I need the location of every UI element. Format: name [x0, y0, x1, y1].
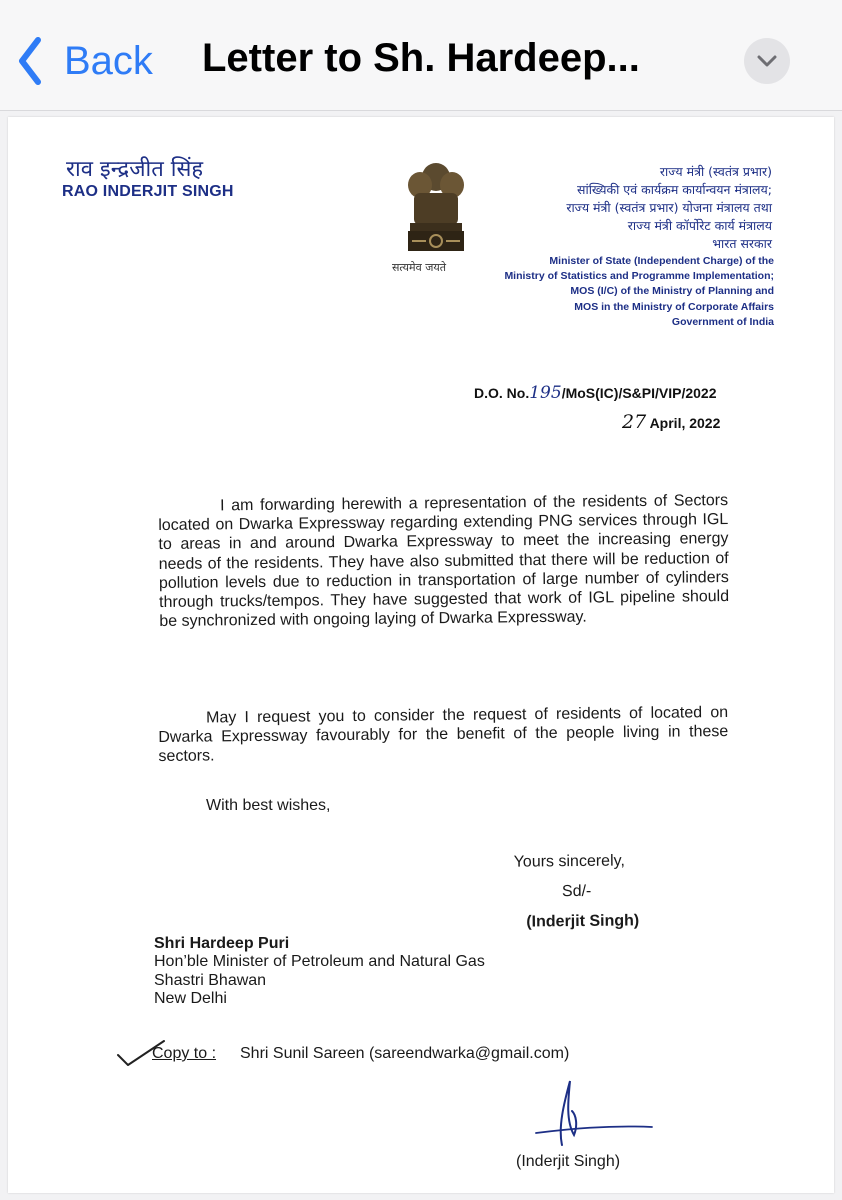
- copy-to-recipient: Shri Sunil Sareen (sareendwarka@gmail.com): [240, 1045, 570, 1062]
- paragraph-1-text: I am forwarding herewith a representation of the residents of Sectors located on Dwarka Expressway regarding extending PNG services through IGL to areas in and around Dwarka Expressway to meet the increasing energy needs of the residents. They have also submitted that there will be reduction of pollution levels due to reduction in transportation of large number of cylinders through trucks/tempos. They have suggested that work of IGL pipeline should be synchronized with ongoing laying of Dwarka Expressway.: [158, 492, 730, 631]
- office-hindi-line: सांख्यिकी एवं कार्यक्रम कार्यान्वयन मंत्रालय;: [577, 182, 772, 197]
- office-designation-hindi: [442, 163, 772, 253]
- navigation-bar: [0, 0, 842, 111]
- addressee-line: New Delhi: [154, 990, 227, 1008]
- back-label: Back: [64, 38, 153, 83]
- sender-name-hindi: राव इन्द्रजीत सिंह: [66, 157, 204, 182]
- office-english-line: MOS in the Ministry of Corporate Affairs: [574, 300, 774, 313]
- chevron-left-icon: [18, 37, 42, 85]
- paragraph-2-text: May I request you to consider the request of residents of located on Dwarka Expressway favourably for the benefit of the people living in these sectors.: [158, 704, 729, 766]
- handwritten-signature: [528, 1075, 658, 1151]
- back-button[interactable]: [18, 34, 153, 88]
- closing-text: Yours sincerely,: [513, 852, 625, 871]
- body-paragraph-1: [158, 491, 729, 631]
- office-english-line: Government of India: [671, 315, 774, 328]
- letter-date: [622, 411, 720, 433]
- options-button[interactable]: [744, 38, 790, 84]
- addressee-name: Shri Hardeep Puri: [154, 935, 290, 952]
- page-title: Letter to Sh. Hardeep...: [202, 36, 640, 80]
- signature-name: (Inderjit Singh): [516, 1153, 621, 1170]
- best-wishes: With best wishes,: [206, 797, 331, 814]
- office-hindi-line: भारत सरकार: [712, 236, 772, 251]
- office-designation-english: [444, 254, 774, 330]
- reference-number: [474, 383, 717, 403]
- office-english-line: MOS (I/C) of the Ministry of Planning and: [570, 285, 774, 298]
- addressee-line: Shastri Bhawan: [154, 971, 267, 989]
- body-paragraph-2: [158, 703, 729, 767]
- date-day-handwritten: 27: [622, 411, 647, 433]
- office-hindi-line: राज्य मंत्री (स्वतंत्र प्रभार): [659, 164, 772, 179]
- chevron-down-icon: [757, 55, 777, 67]
- office-hindi-line: राज्य मंत्री कॉर्पोरेट कार्य मंत्रालय: [627, 218, 772, 233]
- ref-number-handwritten: 195: [529, 383, 562, 403]
- emblem-motto: सत्यमेव जयते: [392, 261, 447, 274]
- signatory-name: (Inderjit Singh): [526, 912, 640, 931]
- sender-name: RAO INDERJIT SINGH: [62, 183, 234, 200]
- closing-block: [514, 846, 640, 937]
- copy-to-label: Copy to :: [152, 1045, 217, 1062]
- signed-marker: Sd/-: [561, 882, 592, 901]
- ref-suffix: /MoS(IC)/S&PI/VIP/2022: [561, 385, 717, 401]
- addressee-block: [154, 935, 485, 1009]
- copy-to-line: [152, 1045, 569, 1063]
- ref-prefix: D.O. No.: [474, 385, 530, 401]
- office-english-line: Minister of State (Independent Charge) of the: [549, 255, 774, 267]
- letter-document: [8, 117, 834, 1193]
- date-month-year: April, 2022: [649, 415, 721, 431]
- addressee-line: Hon’ble Minister of Petroleum and Natural Gas: [154, 953, 485, 971]
- office-hindi-line: राज्य मंत्री (स्वतंत्र प्रभार) योजना मंत्रालय तथा: [566, 200, 772, 215]
- office-english-line: Ministry of Statistics and Programme Implementation;: [504, 270, 774, 283]
